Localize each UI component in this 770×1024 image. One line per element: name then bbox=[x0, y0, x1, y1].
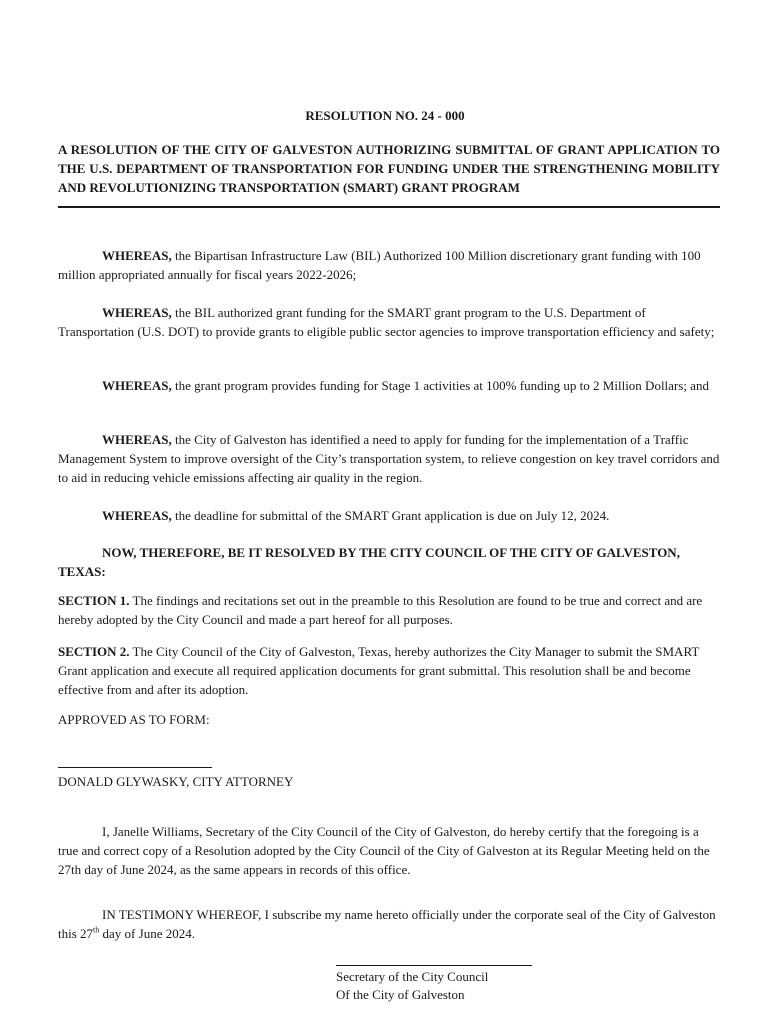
section-lead: SECTION 2. bbox=[58, 644, 130, 659]
whereas-text: the BIL authorized grant funding for the SMART grant program to the U.S. Department of Transportation (U.S. DOT) to provide grants to eligible public sector agencies to improve transportation efficiency and safety; bbox=[58, 305, 715, 339]
whereas-clause-1 bbox=[58, 246, 720, 284]
whereas-text: the Bipartisan Infrastructure Law (BIL) Authorized 100 Million discretionary grant funding with 100 million appropriated annually for fiscal years 2022-2026; bbox=[58, 248, 701, 282]
whereas-lead: WHEREAS, bbox=[102, 432, 172, 447]
testimony-text-end: day of June 2024. bbox=[99, 926, 195, 941]
whereas-text: the deadline for submittal of the SMART Grant application is due on July 12, 2024. bbox=[171, 508, 610, 523]
resolution-number: RESOLUTION NO. 24 - 000 bbox=[305, 108, 465, 123]
whereas-lead: WHEREAS, bbox=[102, 508, 172, 523]
secretary-city: Of the City of Galveston bbox=[336, 987, 465, 1002]
whereas-text: the City of Galveston has identified a need to apply for funding for the implementation of a Traffic Management System to improve oversight of the City’s transportation system, to relieve congestion on key travel corridors and to aid in reducing vehicle emissions affecting air quality in the region. bbox=[58, 432, 720, 485]
attorney-signature-line bbox=[58, 767, 212, 768]
section-text: The City Council of the City of Galveston, Texas, hereby authorizes the City Manager to submit the SMART Grant application and execute all required application documents for grant submittal. This resolution shall be and become effective from and after its adoption. bbox=[58, 644, 700, 697]
city-attorney-name: DONALD GLYWASKY, CITY ATTORNEY bbox=[58, 774, 294, 789]
whereas-lead: WHEREAS, bbox=[102, 248, 172, 263]
ordinal-suffix: th bbox=[93, 925, 100, 935]
secretary-title: Secretary of the City Council bbox=[336, 969, 489, 984]
resolved-clause: NOW, THEREFORE, BE IT RESOLVED BY THE CITY COUNCIL OF THE CITY OF GALVESTON, TEXAS: bbox=[58, 545, 680, 579]
whereas-clause-3 bbox=[58, 376, 720, 395]
whereas-clause-4 bbox=[58, 430, 720, 487]
section-1 bbox=[58, 591, 720, 629]
whereas-text: the grant program provides funding for Stage 1 activities at 100% funding up to 2 Million Dollars; and bbox=[171, 378, 709, 393]
whereas-lead: WHEREAS, bbox=[102, 305, 172, 320]
heading-underline bbox=[58, 206, 720, 208]
approved-as-to-form: APPROVED AS TO FORM: bbox=[58, 712, 210, 727]
certification-paragraph: I, Janelle Williams, Secretary of the City Council of the City of Galveston, do hereby certify that the foregoing is a true and correct copy of a Resolution adopted by the City Council of the City of Galveston at its Regular Meeting held on the 27th day of June 2024, as the same appears in records of this office. bbox=[58, 824, 710, 877]
section-lead: SECTION 1. bbox=[58, 593, 130, 608]
whereas-clause-2 bbox=[58, 303, 720, 341]
testimony-paragraph bbox=[58, 905, 720, 943]
resolution-heading: A RESOLUTION OF THE CITY OF GALVESTON AUTHORIZING SUBMITTAL OF GRANT APPLICATION TO THE U.S. DEPARTMENT OF TRANSPORTATION FOR FUNDING UNDER THE STRENGTHENING MOBILITY AND REVOLUTIONIZING TRANSPORTATION (SMART) GRANT PROGRAM bbox=[58, 142, 720, 195]
whereas-lead: WHEREAS, bbox=[102, 378, 172, 393]
section-text: The findings and recitations set out in the preamble to this Resolution are found to be true and correct and are hereby adopted by the City Council and made a part hereof for all purposes. bbox=[58, 593, 703, 627]
testimony-text: IN TESTIMONY WHEREOF, I subscribe my name hereto officially under the corporate seal of the City of Galveston this 27 bbox=[58, 907, 716, 941]
section-2 bbox=[58, 642, 720, 699]
whereas-clause-5 bbox=[58, 506, 720, 525]
secretary-signature-line bbox=[336, 965, 532, 966]
